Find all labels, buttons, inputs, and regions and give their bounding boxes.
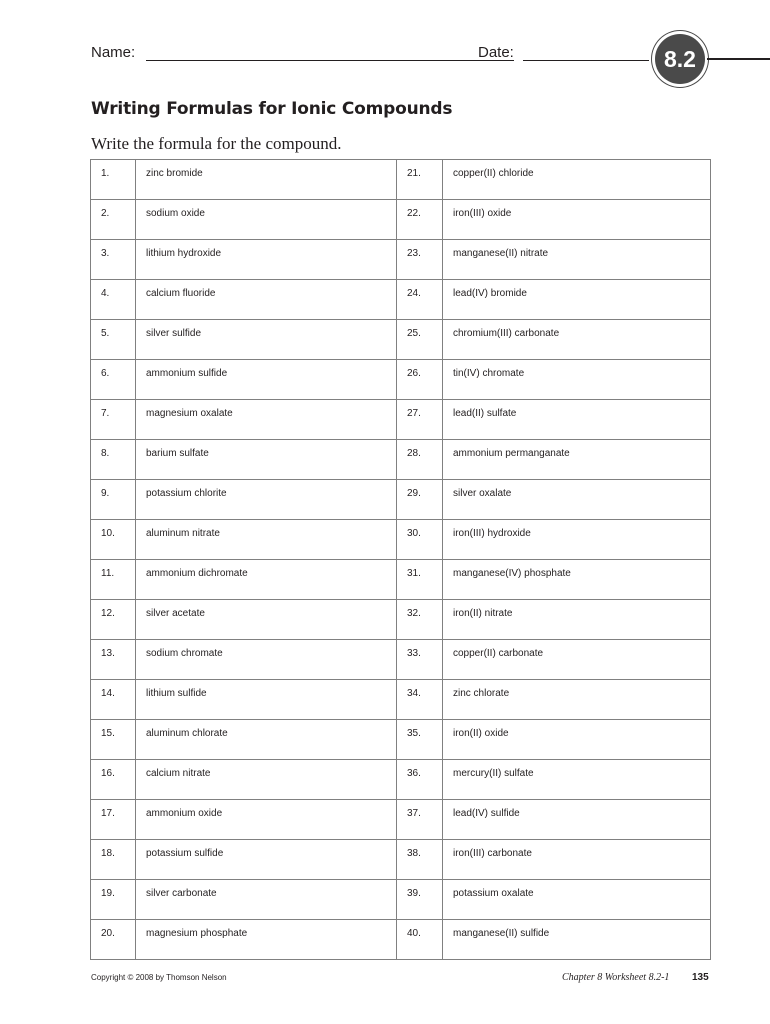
compound-name-right: iron(II) oxide [443,720,711,760]
item-number-left: 2. [91,200,136,240]
table-row [91,440,711,480]
item-number-left: 17. [91,800,136,840]
table-row [91,760,711,800]
table-row [91,720,711,760]
item-number-right: 31. [397,560,443,600]
compound-name-right: ammonium permanganate [443,440,711,480]
compound-name-left: ammonium oxide [136,800,397,840]
compound-name-right: tin(IV) chromate [443,360,711,400]
compound-name-left: magnesium phosphate [136,920,397,960]
item-number-left: 11. [91,560,136,600]
table-row [91,840,711,880]
compound-name-left: sodium chromate [136,640,397,680]
compound-name-left: silver sulfide [136,320,397,360]
compound-name-left: ammonium sulfide [136,360,397,400]
worksheet-reference: Chapter 8 Worksheet 8.2-1 [562,972,670,983]
compound-name-right: iron(III) oxide [443,200,711,240]
instruction-text: Write the formula for the compound. [91,134,342,153]
compound-table [90,159,711,960]
table-row [91,520,711,560]
item-number-left: 20. [91,920,136,960]
table-row [91,880,711,920]
compound-name-left: ammonium dichromate [136,560,397,600]
item-number-left: 1. [91,160,136,200]
compound-name-right: copper(II) chloride [443,160,711,200]
item-number-right: 23. [397,240,443,280]
item-number-right: 25. [397,320,443,360]
item-number-left: 5. [91,320,136,360]
compound-name-left: calcium fluoride [136,280,397,320]
item-number-right: 35. [397,720,443,760]
table-row [91,280,711,320]
compound-name-left: aluminum nitrate [136,520,397,560]
table-row [91,640,711,680]
compound-name-right: manganese(II) sulfide [443,920,711,960]
table-row [91,920,711,960]
compound-name-left: silver carbonate [136,880,397,920]
item-number-right: 33. [397,640,443,680]
item-number-right: 39. [397,880,443,920]
compound-name-right: iron(III) hydroxide [443,520,711,560]
item-number-right: 37. [397,800,443,840]
item-number-left: 7. [91,400,136,440]
item-number-left: 18. [91,840,136,880]
item-number-right: 34. [397,680,443,720]
item-number-right: 22. [397,200,443,240]
item-number-left: 6. [91,360,136,400]
compound-name-left: aluminum chlorate [136,720,397,760]
item-number-right: 27. [397,400,443,440]
item-number-right: 36. [397,760,443,800]
header [91,42,651,66]
table-row [91,160,711,200]
item-number-left: 3. [91,240,136,280]
name-field-line[interactable] [146,60,514,61]
compound-name-right: mercury(II) sulfate [443,760,711,800]
table-row [91,600,711,640]
table-row [91,360,711,400]
compound-name-left: lithium sulfide [136,680,397,720]
item-number-left: 12. [91,600,136,640]
date-field-line[interactable] [523,60,649,61]
item-number-left: 15. [91,720,136,760]
table-row [91,320,711,360]
item-number-right: 29. [397,480,443,520]
compound-name-left: potassium chlorite [136,480,397,520]
compound-name-right: copper(II) carbonate [443,640,711,680]
date-label: Date: [478,44,514,61]
compound-name-left: zinc bromide [136,160,397,200]
compound-name-right: potassium oxalate [443,880,711,920]
item-number-right: 38. [397,840,443,880]
compound-name-left: barium sulfate [136,440,397,480]
table-row [91,800,711,840]
item-number-right: 40. [397,920,443,960]
compound-name-right: iron(III) carbonate [443,840,711,880]
item-number-left: 8. [91,440,136,480]
table-row [91,240,711,280]
compound-name-left: silver acetate [136,600,397,640]
compound-name-left: potassium sulfide [136,840,397,880]
item-number-right: 24. [397,280,443,320]
item-number-left: 9. [91,480,136,520]
item-number-left: 19. [91,880,136,920]
badge-rule [707,58,770,60]
compound-name-right: manganese(IV) phosphate [443,560,711,600]
page-title: Writing Formulas for Ionic Compounds [91,99,453,119]
compound-name-left: lithium hydroxide [136,240,397,280]
item-number-right: 30. [397,520,443,560]
item-number-right: 28. [397,440,443,480]
table-row [91,200,711,240]
compound-name-right: zinc chlorate [443,680,711,720]
item-number-right: 26. [397,360,443,400]
compound-name-right: silver oxalate [443,480,711,520]
page-number: 135 [692,972,709,983]
compound-name-right: lead(II) sulfate [443,400,711,440]
compound-name-right: lead(IV) bromide [443,280,711,320]
compound-name-left: magnesium oxalate [136,400,397,440]
table-row [91,680,711,720]
item-number-left: 16. [91,760,136,800]
table-row [91,560,711,600]
item-number-left: 14. [91,680,136,720]
compound-table-body [91,160,711,960]
compound-name-right: iron(II) nitrate [443,600,711,640]
table-row [91,400,711,440]
compound-name-left: sodium oxide [136,200,397,240]
compound-name-right: lead(IV) sulfide [443,800,711,840]
name-label: Name: [91,44,136,61]
copyright-notice: Copyright © 2008 by Thomson Nelson [91,973,227,982]
item-number-left: 13. [91,640,136,680]
item-number-right: 21. [397,160,443,200]
section-badge: 8.2 [655,34,705,84]
item-number-left: 4. [91,280,136,320]
compound-name-left: calcium nitrate [136,760,397,800]
compound-name-right: chromium(III) carbonate [443,320,711,360]
item-number-left: 10. [91,520,136,560]
item-number-right: 32. [397,600,443,640]
table-row [91,480,711,520]
compound-name-right: manganese(II) nitrate [443,240,711,280]
